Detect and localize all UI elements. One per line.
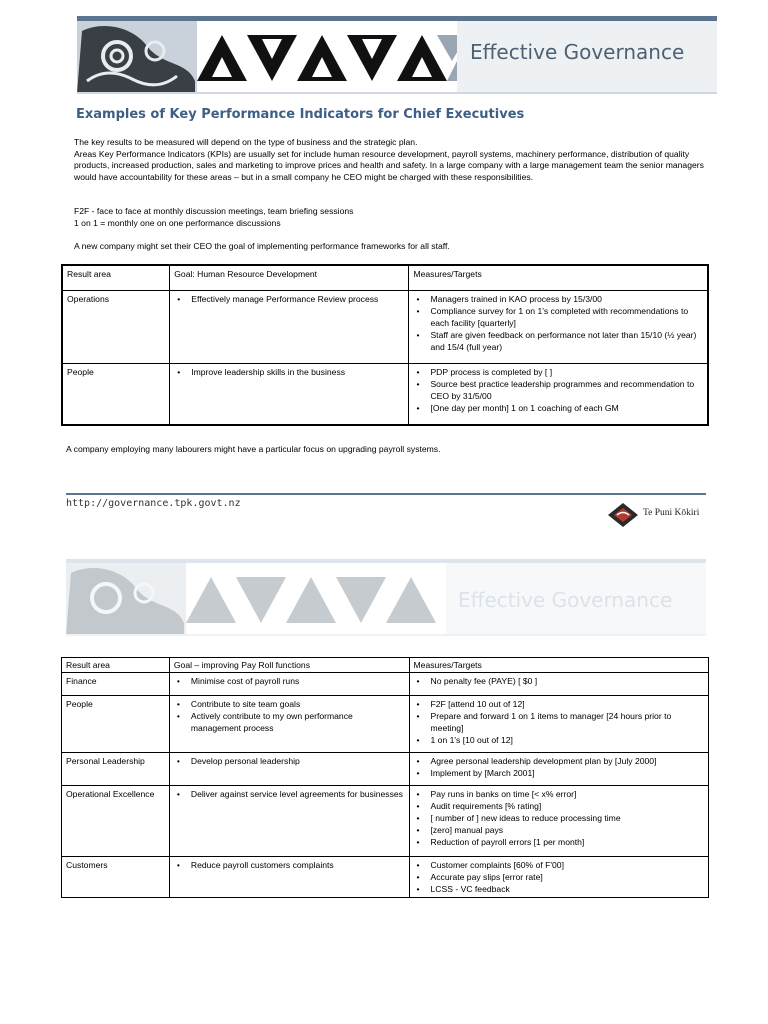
labourers-text: A company employing many labourers might have a particular focus on upgrading payroll systems. — [66, 444, 441, 454]
banner2-bottom-rule — [66, 634, 706, 636]
measure-item: • [zero] manual pays — [427, 824, 705, 836]
measures-cell — [409, 364, 708, 426]
measure-item: • Audit requirements [% rating] — [427, 800, 705, 812]
measure-item: • Staff are given feedback on performance not later than 15/10 (½ year) and 15/4 (full year) — [426, 329, 703, 353]
intro-line-1: The key results to be measured will depend on the type of business and the strategic plan. — [74, 137, 418, 147]
table-header-row — [62, 265, 708, 291]
measure-item: • [One day per month] 1 on 1 coaching of each GM — [426, 402, 703, 414]
measures-cell — [409, 291, 708, 364]
measures-cell — [409, 857, 709, 898]
table-row — [62, 364, 708, 426]
result-area-cell: Operations — [62, 291, 170, 364]
measure-item: • Pay runs in banks on time [< x% error] — [427, 788, 705, 800]
measure-item: • LCSS - VC feedback — [427, 883, 705, 895]
definitions — [74, 206, 714, 229]
goal-cell — [169, 857, 409, 898]
measure-item: • 1 on 1's [10 out of 12] — [427, 734, 705, 746]
goal-item: • Improve leadership skills in the business — [187, 366, 404, 378]
one-on-one-definition: 1 on 1 = monthly one on one performance discussions — [74, 217, 281, 228]
header-measures: Measures/Targets — [409, 265, 708, 291]
measure-item: • Customer complaints [60% of F'00] — [427, 859, 705, 871]
table-row — [62, 753, 709, 786]
result-area-cell: Personal Leadership — [62, 753, 170, 786]
table-row — [62, 786, 709, 857]
result-area-cell: Operational Excellence — [62, 786, 170, 857]
goal-cell — [169, 673, 409, 696]
goal-item: • Develop personal leadership — [187, 755, 405, 767]
intro-paragraph — [74, 137, 714, 183]
result-area-cell: People — [62, 696, 170, 753]
tpk-org-name: Te Puni Kōkiri — [643, 508, 700, 518]
banner-bottom-rule — [77, 92, 717, 94]
goal-cell — [169, 753, 409, 786]
goal-item: • Effectively manage Performance Review process — [187, 293, 404, 305]
new-company-text: A new company might set their CEO the goal of implementing performance frameworks for all staff. — [74, 241, 450, 251]
f2f-definition: F2F - face to face at monthly discussion meetings, team briefing sessions — [74, 206, 354, 216]
goal-item: • Minimise cost of payroll runs — [187, 675, 405, 687]
measure-item: • Prepare and forward 1 on 1 items to manager [24 hours prior to meeting] — [427, 710, 705, 734]
measure-item: • [ number of ] new ideas to reduce processing time — [427, 812, 705, 824]
measure-item: • F2F [attend 10 out of 12] — [427, 698, 705, 710]
measures-cell — [409, 753, 709, 786]
goal-item: • Deliver against service level agreements for businesses — [187, 788, 405, 800]
measures-cell — [409, 696, 709, 753]
goal-cell — [169, 786, 409, 857]
measures-cell — [409, 673, 709, 696]
measures-cell — [409, 786, 709, 857]
banner2-title: Effective Governance — [458, 588, 673, 612]
tpk-logo-icon — [607, 502, 639, 533]
table-row — [62, 696, 709, 753]
header-result-area: Result area — [62, 658, 170, 673]
result-area-cell: People — [62, 364, 170, 426]
header-goal: Goal – improving Pay Roll functions — [169, 658, 409, 673]
measure-item: • PDP process is completed by [ ] — [426, 366, 703, 378]
kpi-table-hr — [61, 264, 709, 426]
header-goal: Goal: Human Resource Development — [170, 265, 409, 291]
measure-item: • Implement by [March 2001] — [427, 767, 705, 779]
goal-cell — [170, 364, 409, 426]
footer-rule — [66, 493, 706, 495]
goal-cell — [170, 291, 409, 364]
measure-item: • Reduction of payroll errors [1 per month] — [427, 836, 705, 848]
goal-item: • Contribute to site team goals — [187, 698, 405, 710]
measure-item: • Compliance survey for 1 on 1's completed with recommendations to each facility [quarterly] — [426, 305, 703, 329]
table-row — [62, 857, 709, 898]
measure-item: • Source best practice leadership programmes and recommendation to CEO by 31/5/00 — [426, 378, 703, 402]
footer-url-link[interactable]: http://governance.tpk.govt.nz — [66, 498, 241, 509]
header-result-area: Result area — [62, 265, 170, 291]
banner-title: Effective Governance — [470, 40, 685, 64]
measure-item: • Managers trained in KAO process by 15/3/00 — [426, 293, 703, 305]
header-measures: Measures/Targets — [409, 658, 709, 673]
measure-item: • No penalty fee (PAYE) [ $0 ] — [427, 675, 705, 687]
document-title: Examples of Key Performance Indicators for Chief Executives — [76, 107, 525, 122]
measure-item: • Accurate pay slips [error rate] — [427, 871, 705, 883]
goal-item: • Actively contribute to my own performance management process — [187, 710, 405, 734]
goal-cell — [169, 696, 409, 753]
intro-kpi-text: Areas Key Performance Indicators (KPIs) are usually set for include human resource development, payroll systems, machinery performance, distribution of quality products, increased production, sales and marketing to improve prices and health and safety. In a large company with a large management team the senior managers would have accountability for these areas – but in a small company he CEO might be charged with these responsibilities. — [74, 148, 704, 182]
measure-item: • Agree personal leadership development plan by [July 2000] — [427, 755, 705, 767]
kpi-table-payroll — [61, 657, 709, 898]
table-header-row — [62, 658, 709, 673]
table-row — [62, 673, 709, 696]
table-row — [62, 291, 708, 364]
goal-item: • Reduce payroll customers complaints — [187, 859, 405, 871]
result-area-cell: Finance — [62, 673, 170, 696]
result-area-cell: Customers — [62, 857, 170, 898]
